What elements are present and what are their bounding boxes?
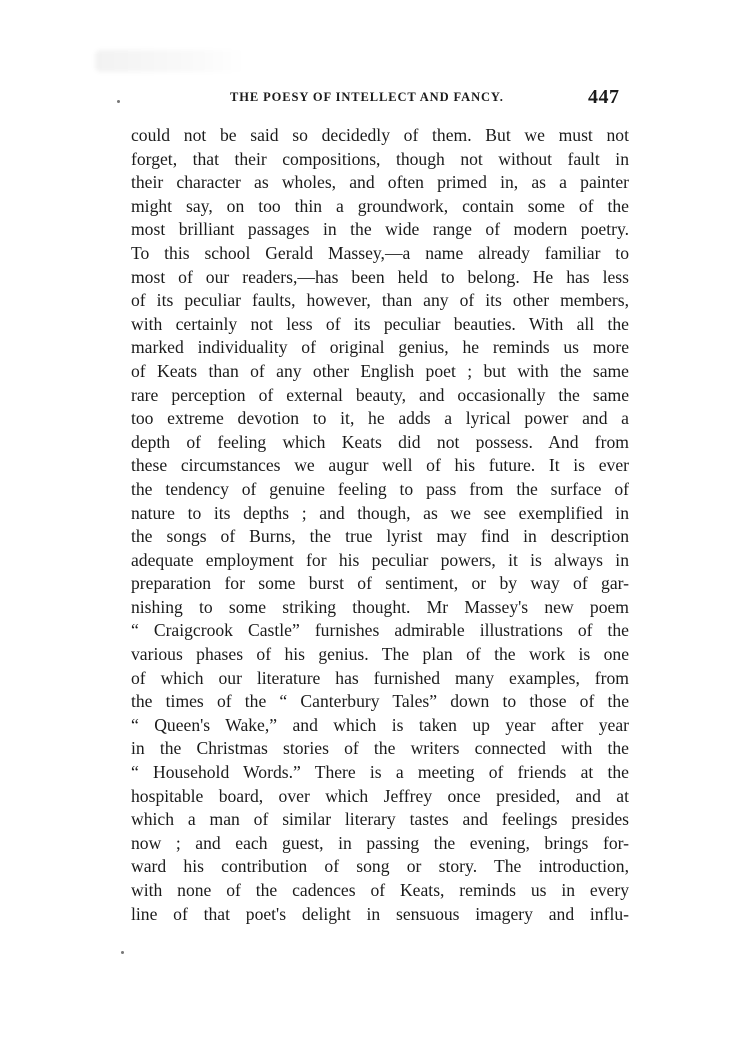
text-line: the songs of Burns, the true lyrist may find in description [131, 526, 629, 547]
text-line: ward his contribution of song or story. The introduction, [131, 856, 629, 877]
text-line: the tendency of genuine feeling to pass from the surface of [131, 478, 629, 499]
text-line: most of our readers,—has been held to belong. He has less [131, 266, 629, 287]
page-speck [121, 951, 124, 954]
text-line: nature to its depths ; and though, as we see exemplified in [131, 502, 629, 523]
text-line: in the Christmas stories of the writers connected with the [131, 738, 629, 759]
text-line: rare perception of external beauty, and occasionally the same [131, 384, 629, 405]
text-line: adequate employment for his peculiar powers, it is always in [131, 549, 629, 570]
text-line: their character as wholes, and often primed in, as a painter [131, 172, 629, 193]
page-header [0, 86, 750, 112]
text-line: forget, that their compositions, though not without fault in [131, 148, 629, 169]
text-line: line of that poet's delight in sensuous imagery and influ- [131, 903, 629, 924]
body-text [131, 124, 629, 926]
text-line: these circumstances we augur well of his future. It is ever [131, 455, 629, 476]
page-number: 447 [588, 86, 620, 108]
text-line: hospitable board, over which Jeffrey once presided, and at [131, 785, 629, 806]
text-line: marked individuality of original genius, he reminds us more [131, 337, 629, 358]
text-line: might say, on too thin a groundwork, contain some of the [131, 195, 629, 216]
text-line: of Keats than of any other English poet ; but with the same [131, 360, 629, 381]
bleed-through-smudge [95, 50, 245, 72]
text-line: now ; and each guest, in passing the evening, brings for- [131, 832, 629, 853]
text-line: “ Queen's Wake,” and which is taken up year after year [131, 714, 629, 735]
text-line: of its peculiar faults, however, than any of its other members, [131, 290, 629, 311]
text-line: preparation for some burst of sentiment, or by way of gar- [131, 573, 629, 594]
text-line: of which our literature has furnished many examples, from [131, 667, 629, 688]
text-line: nishing to some striking thought. Mr Massey's new poem [131, 596, 629, 617]
text-line: which a man of similar literary tastes and feelings presides [131, 809, 629, 830]
text-line: “ Household Words.” There is a meeting of friends at the [131, 762, 629, 783]
text-line: the times of the “ Canterbury Tales” down to those of the [131, 691, 629, 712]
text-line: with none of the cadences of Keats, reminds us in every [131, 880, 629, 900]
text-line: To this school Gerald Massey,—a name already familiar to [131, 242, 629, 263]
text-line: could not be said so decidedly of them. But we must not [131, 125, 629, 145]
text-line: too extreme devotion to it, he adds a lyrical power and a [131, 408, 629, 429]
text-line: with certainly not less of its peculiar beauties. With all the [131, 313, 629, 334]
running-head: THE POESY OF INTELLECT AND FANCY. [230, 90, 504, 104]
text-line: “ Craigcrook Castle” furnishes admirable illustrations of the [131, 620, 629, 641]
text-line: most brilliant passages in the wide range of modern poetry. [131, 219, 629, 240]
text-line: depth of feeling which Keats did not possess. And from [131, 431, 629, 452]
text-line: various phases of his genius. The plan of the work is one [131, 644, 629, 665]
